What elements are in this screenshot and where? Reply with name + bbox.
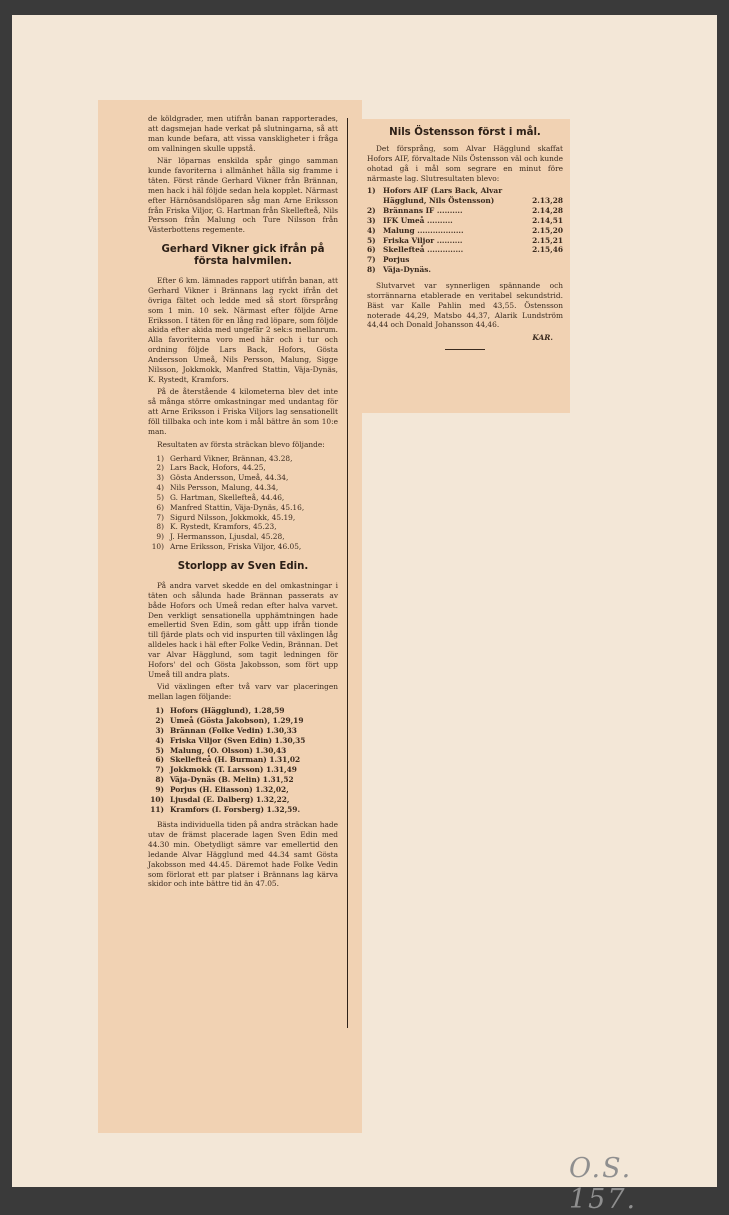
article-column bbox=[367, 124, 563, 350]
team: Skellefteå .............. bbox=[383, 245, 464, 255]
first-leg-results-list bbox=[148, 454, 338, 552]
newspaper-clipping-right bbox=[357, 119, 570, 413]
archive-handwritten-note: O.S. 157. bbox=[569, 1153, 638, 1215]
rank: 8) bbox=[367, 265, 376, 275]
entry: Umeå (Gösta Jakobson), 1.29,19 bbox=[170, 715, 304, 725]
list-item bbox=[148, 736, 338, 746]
list-item bbox=[148, 463, 338, 473]
rank: 9) bbox=[155, 784, 164, 794]
section-paragraph: Resultaten av första sträckan blevo följande: bbox=[157, 439, 325, 449]
entry: Gösta Andersson, Umeå, 44.34, bbox=[170, 473, 289, 483]
entry: Ljusdal (E. Dalberg) 1.32,22, bbox=[170, 794, 290, 804]
table-row bbox=[367, 186, 563, 196]
entry: Manfred Stattin, Väja-Dynäs, 45.16, bbox=[170, 502, 305, 512]
list-item bbox=[148, 775, 338, 785]
team: Hofors AIF (Lars Back, Alvar bbox=[383, 186, 503, 196]
section-paragraph: Efter 6 km. lämnades rapport utifrån banan, att Gerhard Vikner i Brännans lag ryckt ifrån det övriga fältet och ledde med så stort försprång som 1 min. 10 sek. Närmast efter följde Arne Eriksson. I täten för en lång rad löpare, som följde akida efter akida med ungefär 2 sek:s mellanrum. Alla favoriterna voro med här och i tur och ordning följde Lars Back, Hofors, Gösta Andersson Umeå, Nils Persson, Malung, Sigge Nilsson, Jokkmokk, Manfred Stattin, Väja-Dynäs, K. Rystedt, Kramfors. bbox=[148, 276, 338, 384]
section-paragraph: Vid växlingen efter två varv var placeringen mellan lagen följande: bbox=[148, 682, 338, 702]
team: Friska Viljor .......... bbox=[383, 235, 463, 245]
entry: Lars Back, Hofors, 44.25, bbox=[170, 463, 266, 473]
list-item bbox=[148, 726, 338, 736]
list-item bbox=[148, 493, 338, 503]
list-item bbox=[148, 473, 338, 483]
entry: Friska Viljor (Sven Edin) 1.30,35 bbox=[170, 735, 306, 745]
rank: 7) bbox=[367, 255, 376, 265]
rank: 11) bbox=[150, 804, 164, 814]
team: Brännans IF .......... bbox=[383, 206, 463, 216]
rank: 2) bbox=[156, 463, 164, 473]
rank: 4) bbox=[155, 735, 164, 745]
newspaper-clipping-left bbox=[98, 100, 362, 1133]
entry: K. Rystedt, Kramfors, 45.23, bbox=[170, 522, 277, 532]
rank: 4) bbox=[367, 225, 376, 235]
rank: 5) bbox=[155, 745, 164, 755]
table-row bbox=[367, 226, 563, 236]
entry: Arne Eriksson, Friska Viljor, 46.05, bbox=[170, 542, 302, 552]
rank bbox=[367, 196, 383, 206]
entry: Malung, (O. Olsson) 1.30,43 bbox=[170, 745, 287, 755]
list-item bbox=[148, 483, 338, 493]
team: Väja-Dynäs. bbox=[383, 265, 431, 275]
list-item bbox=[148, 746, 338, 756]
table-row bbox=[367, 206, 563, 216]
list-item bbox=[148, 513, 338, 523]
section-heading: Nils Östensson först i mål. bbox=[389, 127, 541, 138]
archive-sheet bbox=[12, 15, 717, 1215]
table-row bbox=[367, 196, 563, 206]
time: 2.13,28 bbox=[532, 196, 563, 206]
rank: 3) bbox=[156, 473, 164, 483]
entry: Skellefteå (H. Burman) 1.31,02 bbox=[170, 755, 301, 765]
list-item bbox=[148, 795, 338, 805]
section-paragraph: På de återstående 4 kilometerna blev det inte så många större omkastningar med undantag för att Arne Eriksson i Friska Viljors lag sensationellt föll tillbaka och inte kom i mål bättre än som 10:e man. bbox=[148, 387, 338, 436]
list-item bbox=[148, 706, 338, 716]
table-row bbox=[367, 245, 563, 255]
time: 2.15,20 bbox=[532, 225, 563, 235]
list-item bbox=[148, 805, 338, 815]
intro-paragraph: de köldgrader, men utifrån banan rapporterades, att dagsmejan hade verkat på slutningarna, så att man kunde befara, att vissa vanskligheter i fråga om vallningen skulle uppstå. bbox=[148, 114, 338, 153]
entry: Kramfors (I. Forsberg) 1.32,59. bbox=[170, 804, 301, 814]
rank: 7) bbox=[155, 765, 164, 775]
time: 2.15,21 bbox=[532, 235, 563, 245]
time: 2.15,46 bbox=[532, 245, 563, 255]
team: Hägglund, Nils Östensson) bbox=[383, 196, 495, 206]
section-paragraph: Slutvarvet var synnerligen spännande och storrännarna etablerade en veritabel sekundstrid. Bäst var Kalle Pahlin med 43,55. Östensson noterade 44,29, Matsbo 44,37, Alarik Lundström 44,44 och Donald Johansson 44,46. bbox=[367, 281, 563, 330]
list-item bbox=[148, 532, 338, 542]
rank: 5) bbox=[156, 492, 164, 502]
rank: 2) bbox=[367, 206, 376, 216]
rank: 3) bbox=[367, 215, 376, 225]
entry: Sigurd Nilsson, Jokkmokk, 45.19, bbox=[170, 512, 296, 522]
rank: 10) bbox=[150, 794, 164, 804]
rank: 4) bbox=[156, 483, 164, 493]
list-item bbox=[148, 755, 338, 765]
closing-paragraph: Bästa individuella tiden på andra sträckan hade utav de främst placerade lagen Sven Edin med 44.30 min. Obetydligt sämre var emellertid den ledande Alvar Hägglund med 44.34 samt Gösta Jakobsson med 44.45. Däremot hade Folke Vedin som förlorat ett par platser i Brännans lag kärva skidor och inte bättre tid än 47.05. bbox=[148, 820, 338, 889]
intro-paragraph: När löparnas enskilda spår gingo samman kunde favoriterna i allmänhet hålla sig framme i täten. Först rände Gerhard Vikner från Brännan, men hack i häl följde sedan hela kopplet. Närmast efter Härnösandslöparen såg man Arne Eriksson från Friska Viljor, G. Hartman från Skellefteå, Nils Persson från Malung och Ture Nilsson från Västerbottens regemente. bbox=[148, 156, 338, 235]
entry: Brännan (Folke Vedin) 1.30,33 bbox=[170, 725, 297, 735]
entry: Nils Persson, Malung, 44.34, bbox=[170, 483, 279, 493]
list-item bbox=[148, 785, 338, 795]
section-heading: Gerhard Vikner gick ifrån på första halvmilen. bbox=[161, 244, 325, 268]
final-results-table bbox=[367, 186, 563, 275]
table-row bbox=[367, 216, 563, 226]
byline-signature: KAR. bbox=[532, 333, 553, 343]
entry: Gerhard Vikner, Brännan, 43.28, bbox=[170, 453, 293, 463]
rank: 8) bbox=[156, 522, 164, 532]
entry: G. Hartman, Skellefteå, 44.46, bbox=[170, 492, 285, 502]
team: IFK Umeå .......... bbox=[383, 215, 453, 225]
list-item bbox=[148, 765, 338, 775]
exchange-standings-list bbox=[148, 706, 338, 814]
section-heading: Storlopp av Sven Edin. bbox=[177, 560, 309, 572]
entry: Porjus (H. Eliasson) 1.32,02, bbox=[170, 784, 289, 794]
table-row bbox=[367, 265, 563, 275]
entry: Jokkmokk (T. Larsson) 1.31,49 bbox=[170, 765, 297, 775]
rank: 10) bbox=[151, 542, 164, 552]
table-row bbox=[367, 255, 563, 265]
entry: Hofors (Hägglund), 1.28,59 bbox=[170, 706, 285, 716]
rank: 6) bbox=[367, 245, 376, 255]
table-row bbox=[367, 236, 563, 246]
list-item bbox=[148, 716, 338, 726]
team: Malung .................. bbox=[383, 225, 464, 235]
article-column bbox=[148, 114, 338, 892]
rank: 2) bbox=[155, 715, 164, 725]
rank: 6) bbox=[156, 502, 164, 512]
team: Porjus bbox=[383, 255, 410, 265]
list-item bbox=[148, 522, 338, 532]
rank: 7) bbox=[156, 512, 164, 522]
rank: 5) bbox=[367, 235, 376, 245]
rank: 9) bbox=[156, 532, 164, 542]
rank: 6) bbox=[155, 755, 164, 765]
entry: Väja-Dynäs (B. Melin) 1.31,52 bbox=[170, 775, 294, 785]
list-item bbox=[148, 454, 338, 464]
column-rule bbox=[347, 118, 348, 1028]
list-item bbox=[148, 542, 338, 552]
entry: J. Hermansson, Ljusdal, 45.28, bbox=[170, 532, 285, 542]
rank: 1) bbox=[155, 706, 164, 716]
time: 2.14,51 bbox=[532, 215, 563, 225]
time: 2.14,28 bbox=[532, 206, 563, 216]
list-item bbox=[148, 503, 338, 513]
separator-line bbox=[445, 349, 485, 350]
section-paragraph: Det försprång, som Alvar Hägglund skaffat Hofors AIF, förvaltade Nils Östensson väl och kunde ohotad gå i mål som segrare en minut före närmaste lag. Slutresultaten blevo: bbox=[367, 144, 563, 183]
rank: 1) bbox=[367, 186, 376, 196]
rank: 8) bbox=[155, 775, 164, 785]
rank: 1) bbox=[156, 453, 164, 463]
section-paragraph: På andra varvet skedde en del omkastningar i täten och sålunda hade Brännan passerats av både Hofors och Umeå redan efter halva varvet. Den verkligt sensationella upphämtningen hade emellertid Sven Edin, som gått upp ifrån tionde till fjärde plats och vid inspurten till växlingen låg alldeles hack i häl efter Folke Vedin, Brännan. Det var Alvar Hägglund, som tagit ledningen för Hofors' del och Gösta Jakobsson, som fört upp Umeå till andra plats. bbox=[148, 581, 338, 679]
rank: 3) bbox=[155, 725, 164, 735]
